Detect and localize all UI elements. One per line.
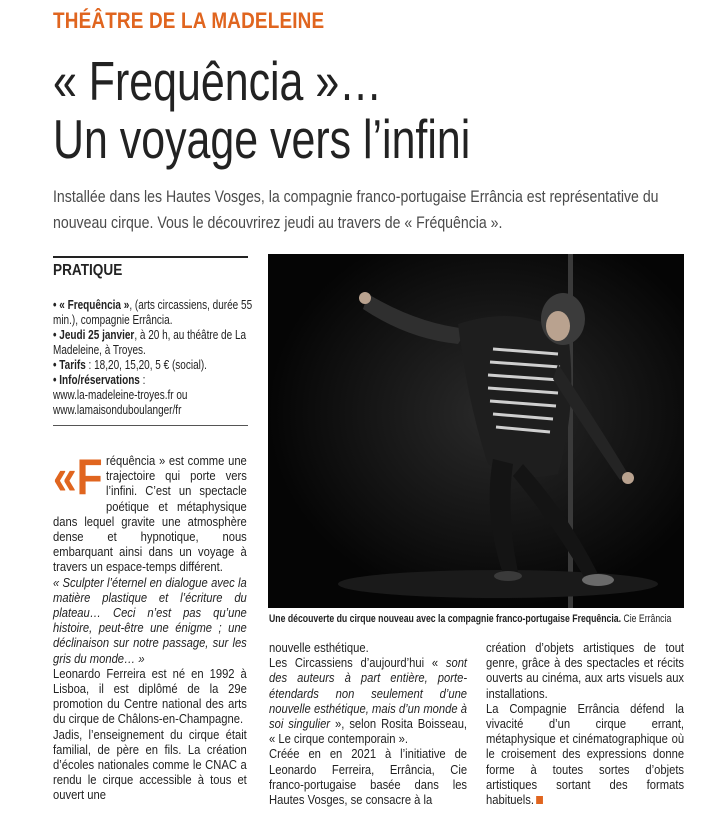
pratique-item-show: • « Frequência », (arts circassiens, durée 55 min.), compagnie Errância. (53, 298, 253, 327)
dancer-illustration (268, 254, 684, 608)
article-paragraph: Jadis, l’enseignement du cirque était familial, de père en fils. La création d’écoles nationales comme le CNAC a rendu le cirque accessible à tous et ouvert une (53, 726, 247, 803)
end-mark-icon (537, 796, 544, 804)
page-title (53, 52, 470, 168)
article-paragraph: Les Circassiens d’aujourd’hui « sont des auteurs à part entière, porte-étendards non seulement d’une nouvelle esthétique, mais d’un monde à soi singulier », selon Rosita Boisseau, « Le cirque contemporain ». (269, 655, 468, 747)
photo-credit: Cie Errância (623, 613, 672, 625)
title-line-1: « Frequência »… (53, 50, 383, 112)
article-quote: « Sculpter l’éternel en dialogue avec la matière plastique et l’écriture du plateau… Ceci n’est pas qu’une histoire, peut-être une énigme ; une déclinaison sur notre passage, sur les gris du monde… » (53, 574, 247, 666)
pratique-link-2[interactable]: www.lamaisonduboulanger/fr (53, 403, 182, 417)
pratique-box (53, 298, 253, 418)
lead-paragraph: Installée dans les Hautes Vosges, la compagnie franco-portugaise Errância est représentative du nouveau cirque. Vous le découvrirez jeudi au travers de « Fréquência ». (53, 187, 659, 232)
article-paragraph: Créée en en 2021 à l’initiative de Leonardo Ferreira, Errância, Cie franco-portugaise basée dans les Hautes Vosges, se consacre à la (269, 746, 468, 808)
pratique-item-date: • Jeudi 25 janvier, à 20 h, au théâtre de La Madeleine, à Troyes. (53, 328, 247, 357)
title-line-2: Un voyage vers l’infini (53, 108, 471, 170)
performance-photo (268, 254, 684, 608)
article-paragraph: réquência » est comme une trajectoire qui porte vers l’infini. C’est un spectacle poétique et métaphysique dans lequel gravite une atmosphère dense et hypnotique, nous embarquant ainsi dans un voyage à travers un espace-temps différent. (53, 453, 247, 575)
article-paragraph: Leonardo Ferreira est né en 1992 à Lisboa, il est diplômé de la 29e promotion du Centre national des arts du cirque de Châlons-en-Champagne. (53, 665, 247, 727)
pratique-rule (53, 256, 248, 258)
article-paragraph: création d’objets artistiques de tout genre, grâce à des spectacles et récits ouverts au cinéma, aux arts visuels aux installations. (486, 640, 685, 701)
photo-caption (269, 612, 680, 626)
pratique-title: PRATIQUE (53, 262, 123, 279)
pratique-item-info: • Info/réservations : (53, 373, 146, 387)
article-paragraph: La Compagnie Errância défend la vivacité d’un cirque errant, métaphysique et cinématographique où le croisement des expressions donne forme à toutes sortes d’objets artistiques sortant des formats habituels. (486, 700, 685, 808)
article-column-1 (53, 449, 247, 803)
section-kicker: THÉÂTRE DE LA MADELEINE (53, 8, 325, 33)
pratique-item-prices: • Tarifs : 18,20, 15,20, 5 € (social). (53, 358, 207, 372)
article-column-3 (486, 640, 684, 807)
drop-cap: «F (53, 449, 103, 505)
caption-text: Une découverte du cirque nouveau avec la compagnie franco-portugaise Frequência. (269, 613, 622, 625)
article-paragraph: nouvelle esthétique. (269, 640, 369, 655)
article-column-2 (269, 640, 467, 807)
pratique-link-1[interactable]: www.la-madeleine-troyes.fr ou (53, 388, 188, 402)
column-divider (53, 425, 248, 426)
